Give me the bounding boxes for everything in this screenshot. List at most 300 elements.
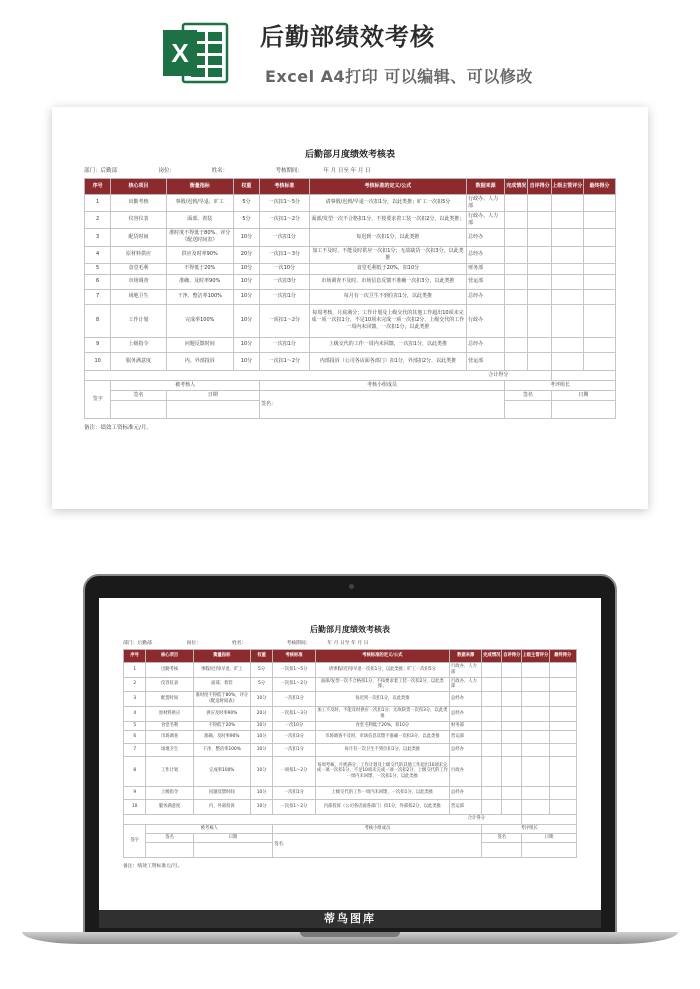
cell-definition[interactable]: 市场调查不及时、市场信息反馈不准确一次扣3分，以此类推 [315,730,449,743]
score-cell[interactable] [505,289,528,304]
cell-definition[interactable]: 上级交代的工作一周内未回馈，一次扣1分，以此类推 [309,337,467,352]
score-cell[interactable] [583,289,615,304]
table-row [85,289,616,304]
column-header: 自评得分 [502,650,522,663]
cell-weight[interactable]: 5分 [233,211,259,228]
table-row [85,195,616,212]
column-header: 考核标准 [260,179,310,195]
column-header: 核心项目 [111,179,166,195]
cell-item[interactable]: 出勤考核 [146,663,193,678]
score-cell[interactable] [482,786,502,799]
cell-standard[interactable]: 一次扣1分 [260,337,310,352]
cell-item[interactable]: 上级指令 [146,786,193,799]
score-cell[interactable] [502,756,522,786]
cell-standard[interactable]: 一次10分 [273,721,315,730]
cell-weight[interactable]: 10分 [233,274,259,289]
score-cell[interactable] [505,195,528,212]
score-cell[interactable] [522,799,549,814]
score-cell[interactable] [549,692,576,707]
cell-weight[interactable]: 10分 [233,263,259,274]
cell-item[interactable]: 出勤考核 [111,195,166,212]
cell-definition[interactable]: 食堂毛利低于20%，扣10分 [315,721,449,730]
column-header: 权重 [233,179,259,195]
cell-standard[interactable]: 一次扣1～5分 [260,195,310,212]
cell-item[interactable]: 食堂毛利 [111,263,166,274]
cell-source[interactable]: 行政办 [467,304,505,337]
leader-sign-label: 签名 [482,833,522,842]
cell-weight[interactable]: 10分 [250,799,272,814]
column-header: 权重 [250,650,272,663]
score-cell[interactable] [551,211,583,228]
score-cell[interactable] [549,786,576,799]
cell-source[interactable]: 财务部 [450,721,482,730]
score-cell[interactable] [502,799,522,814]
cell-weight[interactable]: 10分 [233,228,259,246]
score-cell[interactable] [522,663,549,678]
cell-no[interactable]: 5 [124,721,146,730]
table-row [124,756,577,786]
score-cell[interactable] [549,707,576,722]
cell-item[interactable]: 仪容仪表 [146,677,193,692]
score-cell[interactable] [482,756,502,786]
score-cell[interactable] [551,289,583,304]
cell-no[interactable]: 3 [85,228,111,246]
cell-item[interactable]: 场地卫生 [111,289,166,304]
cell-definition[interactable]: 每周考核，月底满分；工作计划及上级交代的其他工作超出10项未完成一项一次扣1分，不足10项未完成一项一次扣2分，上级交代的工作一周内未回馈，一次扣1分，以此类推 [315,756,449,786]
cell-item[interactable]: 配货时间 [146,692,193,707]
cell-metric[interactable]: 完成率100% [193,756,250,786]
cell-definition[interactable]: 请事假/迟到/早退一次扣1分，以此类推；旷工一次扣5分 [315,663,449,678]
cell-metric[interactable]: 完成率100% [166,304,233,337]
cell-standard[interactable]: 一次扣1分 [260,289,310,304]
cell-standard[interactable]: 一次扣1分 [273,692,315,707]
column-header: 序号 [124,650,146,663]
score-cell[interactable] [502,677,522,692]
leader-sign-field[interactable] [482,842,522,857]
form-title: 后勤部月度绩效考核表 [310,625,390,634]
score-cell[interactable] [528,263,551,274]
score-cell[interactable] [522,756,549,786]
cell-item[interactable]: 服务满意度 [111,352,166,370]
cell-item[interactable]: 工作计划 [111,304,166,337]
cell-no[interactable]: 8 [85,304,111,337]
score-cell[interactable] [583,228,615,246]
cell-weight[interactable]: 10分 [250,730,272,743]
laptop-form-content [123,624,577,869]
cell-source[interactable]: 总经办 [450,743,482,756]
group-label: 考核小组成员 [260,380,505,390]
column-header: 最终得分 [583,179,615,195]
score-cell[interactable] [482,799,502,814]
score-cell[interactable] [505,246,528,263]
table-row [85,274,616,289]
score-cell[interactable] [522,677,549,692]
table-row [124,730,577,743]
cell-item[interactable]: 食堂毛利 [146,721,193,730]
column-header: 最终得分 [549,650,576,663]
form-content [84,147,616,431]
cell-metric[interactable]: 准时度不得低于80%，评分《配送时间表》 [193,692,250,707]
group-sign-field[interactable]: 签名： [260,390,505,418]
column-header: 考核标准的定义/公式 [309,179,467,195]
cell-weight[interactable]: 10分 [233,289,259,304]
cell-source[interactable]: 营运部 [450,730,482,743]
cell-source[interactable]: 行政办 [450,756,482,786]
leader-sign-field[interactable] [505,400,552,418]
cell-metric[interactable]: 问题反馈时间 [166,337,233,352]
score-cell[interactable] [505,274,528,289]
cell-no[interactable]: 4 [124,707,146,722]
column-header: 完成情况 [505,179,528,195]
cell-no[interactable]: 6 [85,274,111,289]
score-cell[interactable] [583,304,615,337]
cell-definition[interactable]: 每周考核，月底满分；工作计划及上级交代的其他工作超出10项未完成一项一次扣1分，不足10项未完成一项一次扣2分，上级交代的工作一周内未回馈，一次扣1分，以此类推 [309,304,467,337]
cell-metric[interactable]: 干净、整洁率100% [166,289,233,304]
cell-definition[interactable]: 加工不及时，不能及时供应一次扣1分；无故缺货一次扣3分，以此类推 [315,707,449,722]
cell-metric[interactable]: 干净、整洁率100% [193,743,250,756]
leader-label: 考评组长 [505,380,616,390]
total-score-cell[interactable] [522,814,577,824]
cell-no[interactable]: 4 [85,246,111,263]
appraisal-table [123,649,577,858]
leader-date-field[interactable] [522,842,577,857]
cell-definition[interactable]: 每迟到一次扣1分，以此类推 [309,228,467,246]
cell-standard[interactable]: 一次扣3分 [273,730,315,743]
score-cell[interactable] [522,692,549,707]
sign-label: 签名 [146,833,193,842]
cell-item[interactable]: 市场调查 [111,274,166,289]
cell-source[interactable]: 营运部 [467,274,505,289]
cell-weight[interactable]: 5分 [233,195,259,212]
cell-weight[interactable]: 10分 [233,337,259,352]
cell-standard[interactable]: 一次扣1～3分 [260,246,310,263]
score-cell[interactable] [505,337,528,352]
score-cell[interactable] [528,352,551,370]
cell-weight[interactable]: 10分 [250,756,272,786]
cell-weight[interactable]: 20分 [250,707,272,722]
cell-definition[interactable]: 面部/发型一次不合格扣1分，不按要求着工装一次扣2分，以此类推； [315,677,449,692]
cell-metric[interactable]: 准确、及时率90% [166,274,233,289]
column-header: 数据来源 [467,179,505,195]
cell-standard[interactable]: 一次扣1～2分 [273,677,315,692]
form-meta [123,639,577,649]
cell-no[interactable]: 6 [124,730,146,743]
cell-metric[interactable]: 问题反馈时间 [193,786,250,799]
score-cell[interactable] [505,228,528,246]
cell-metric[interactable]: 准时度不得低于80%，评分《配送时间表》 [166,228,233,246]
score-cell[interactable] [528,228,551,246]
score-cell[interactable] [522,730,549,743]
score-cell[interactable] [583,352,615,370]
score-cell[interactable] [528,289,551,304]
excel-icon [163,18,229,88]
assessed-date-field[interactable] [166,400,259,418]
cell-definition[interactable]: 内部投诉（公司各店面各部门）扣1分，外部扣2分，以此类推 [309,352,467,370]
cell-item[interactable]: 市场调查 [146,730,193,743]
score-cell[interactable] [549,799,576,814]
cell-metric[interactable]: 面部、着装 [166,211,233,228]
cell-standard[interactable]: 一次扣3分 [260,274,310,289]
assessed-sign-field[interactable] [146,842,193,857]
score-cell[interactable] [482,721,502,730]
cell-source[interactable]: 行政办、人力部 [467,211,505,228]
total-label: 合计得分 [124,814,522,824]
cell-source[interactable]: 总经办 [467,289,505,304]
column-header: 上级主管评分 [551,179,583,195]
signature-label: 签字 [124,824,146,857]
score-cell[interactable] [502,692,522,707]
cell-standard[interactable]: 一项扣1～2分 [260,304,310,337]
cell-source[interactable]: 财务部 [467,263,505,274]
watermark: 蒂鸟图库 [324,912,376,925]
form-meta [84,166,616,178]
cell-weight[interactable]: 5分 [250,677,272,692]
cell-standard[interactable]: 一次10分 [260,263,310,274]
meta-period-fmt: 年 月 日至 年 月 日 [327,641,369,646]
score-cell[interactable] [549,743,576,756]
cell-standard[interactable]: 一次扣1～5分 [273,663,315,678]
score-cell[interactable] [583,195,615,212]
signature-header-row [124,824,577,833]
cell-no[interactable]: 1 [124,663,146,678]
score-cell[interactable] [551,263,583,274]
score-cell[interactable] [482,730,502,743]
camera-icon [349,584,354,589]
score-cell[interactable] [505,211,528,228]
meta-name: 姓名： [211,168,229,174]
cell-source[interactable]: 营运部 [467,352,505,370]
column-header: 自评得分 [528,179,551,195]
cell-metric[interactable]: 不得低于20% [166,263,233,274]
group-sign-field[interactable]: 签名： [273,833,482,857]
cell-weight[interactable]: 10分 [233,352,259,370]
page-subtitle: Excel A4打印 可以编辑、可以修改 [265,67,533,86]
score-cell[interactable] [502,730,522,743]
cell-weight[interactable]: 10分 [233,304,259,337]
cell-metric[interactable]: 事假/迟到/早退、旷工 [193,663,250,678]
column-header: 数据来源 [450,650,482,663]
cell-weight[interactable]: 20分 [233,246,259,263]
meta-name: 姓名： [231,641,247,646]
score-cell[interactable] [522,707,549,722]
score-cell[interactable] [505,304,528,337]
score-cell[interactable] [522,786,549,799]
score-cell[interactable] [482,707,502,722]
meta-period-fmt: 年 月 日至 年 月 日 [323,168,371,174]
cell-definition[interactable]: 面部/发型一次不合格扣1分，不按要求着工装一次扣2分，以此类推； [309,211,467,228]
score-cell[interactable] [551,246,583,263]
table-row [85,228,616,246]
score-cell[interactable] [549,677,576,692]
score-cell[interactable] [482,677,502,692]
cell-item[interactable]: 原材料供应 [111,246,166,263]
cell-standard[interactable]: 一次扣1～2分 [273,799,315,814]
score-cell[interactable] [522,743,549,756]
score-cell[interactable] [551,337,583,352]
meta-dept: 部门：后勤部 [123,641,152,646]
cell-definition[interactable]: 内部投诉（公司各店面各部门）扣1分，外部扣2分，以此类推 [315,799,449,814]
cell-metric[interactable]: 面部、着装 [193,677,250,692]
cell-weight[interactable]: 10分 [250,721,272,730]
cell-source[interactable]: 营运部 [450,799,482,814]
cell-definition[interactable]: 每月有一次卫生不到位扣1分，以此类推 [309,289,467,304]
cell-source[interactable]: 总经办 [450,786,482,799]
leader-date-label: 日期 [551,390,615,400]
score-cell[interactable] [551,195,583,212]
score-cell[interactable] [502,707,522,722]
cell-no[interactable]: 3 [124,692,146,707]
cell-no[interactable]: 7 [124,743,146,756]
table-row [124,663,577,678]
form-note: 备注：绩效工资标准元/月。 [84,424,152,431]
table-row [85,304,616,337]
cell-standard[interactable]: 一次扣1～2分 [260,352,310,370]
cell-no[interactable]: 1 [85,195,111,212]
score-cell[interactable] [549,721,576,730]
cell-source[interactable]: 总经办 [467,337,505,352]
score-cell[interactable] [583,263,615,274]
table-row [85,352,616,370]
cell-source[interactable]: 行政办、人力部 [450,663,482,678]
cell-no[interactable]: 10 [124,799,146,814]
score-cell[interactable] [502,721,522,730]
laptop-frame [83,574,617,936]
cell-definition[interactable]: 请事假/迟到/早退一次扣1分，以此类推；旷工一次扣5分 [309,195,467,212]
score-cell[interactable] [528,246,551,263]
score-cell[interactable] [528,195,551,212]
cell-standard[interactable]: 一次扣1～3分 [273,707,315,722]
score-cell[interactable] [502,663,522,678]
cell-item[interactable]: 仪容仪表 [111,211,166,228]
score-cell[interactable] [583,211,615,228]
cell-no[interactable]: 10 [85,352,111,370]
cell-definition[interactable]: 食堂毛利低于20%，扣10分 [309,263,467,274]
score-cell[interactable] [482,743,502,756]
cell-metric[interactable]: 不得低于20% [193,721,250,730]
cell-metric[interactable]: 供应及时率90% [193,707,250,722]
cell-no[interactable]: 8 [124,756,146,786]
cell-standard[interactable]: 一项扣1～2分 [273,756,315,786]
cell-metric[interactable]: 准确、及时率90% [193,730,250,743]
cell-no[interactable]: 9 [124,786,146,799]
score-cell[interactable] [551,352,583,370]
assessed-date-field[interactable] [193,842,273,857]
cell-definition[interactable]: 市场调查不及时、市场信息反馈不准确一次扣3分，以此类推 [309,274,467,289]
table-row [85,211,616,228]
score-cell[interactable] [549,756,576,786]
cell-weight[interactable]: 10分 [250,743,272,756]
meta-period: 考核期间： [275,168,304,174]
score-cell[interactable] [482,663,502,678]
table-row [85,263,616,274]
cell-item[interactable]: 工作计划 [146,756,193,786]
cell-no[interactable]: 7 [85,289,111,304]
cell-source[interactable]: 行政办、人力部 [467,195,505,212]
score-cell[interactable] [549,730,576,743]
assessed-label: 被考核人 [111,380,260,390]
score-cell[interactable] [583,337,615,352]
column-header: 核心项目 [146,650,193,663]
cell-no[interactable]: 9 [85,337,111,352]
score-cell[interactable] [549,663,576,678]
cell-source[interactable]: 总经办 [450,707,482,722]
score-cell[interactable] [551,304,583,337]
score-cell[interactable] [528,337,551,352]
score-cell[interactable] [528,304,551,337]
cell-no[interactable]: 2 [85,211,111,228]
score-cell[interactable] [505,263,528,274]
group-label: 考核小组成员 [273,824,482,833]
cell-no[interactable]: 2 [124,677,146,692]
score-cell[interactable] [551,228,583,246]
assessed-sign-field[interactable] [111,400,166,418]
date-label: 日期 [193,833,273,842]
cell-weight[interactable]: 10分 [250,786,272,799]
cell-item[interactable]: 服务满意度 [146,799,193,814]
total-label: 合计得分 [85,370,552,380]
score-cell[interactable] [528,274,551,289]
cell-item[interactable]: 原材料供应 [146,707,193,722]
cell-source[interactable]: 行政办、人力部 [450,677,482,692]
cell-definition[interactable]: 每月有一次卫生不到位扣1分，以此类推 [315,743,449,756]
cell-source[interactable]: 总经办 [467,228,505,246]
cell-source[interactable]: 总经办 [450,692,482,707]
cell-definition[interactable]: 每迟到一次扣1分，以此类推 [315,692,449,707]
table-row [124,692,577,707]
svg-text:X: X [171,38,189,68]
score-cell[interactable] [583,246,615,263]
column-header: 考核标准 [273,650,315,663]
score-cell[interactable] [482,692,502,707]
meta-period: 考核期间： [286,641,311,646]
page-title: 后勤部绩效考核 [260,23,435,51]
cell-weight[interactable]: 5分 [250,663,272,678]
cell-standard[interactable]: 一次扣1分 [273,786,315,799]
signature-header-row [85,380,616,390]
cell-definition[interactable]: 上级交代的工作一周内未回馈，一次扣1分，以此类推 [315,786,449,799]
cell-metric[interactable]: 事假/迟到/早退、旷工 [166,195,233,212]
cell-standard[interactable]: 一次扣1～2分 [260,211,310,228]
score-cell[interactable] [522,721,549,730]
cell-standard[interactable]: 一次扣1分 [273,743,315,756]
score-cell[interactable] [551,274,583,289]
cell-no[interactable]: 5 [85,263,111,274]
cell-metric[interactable]: 内、外部投诉 [193,799,250,814]
meta-dept: 部门：后勤部 [84,168,118,174]
table-header-row [85,179,616,195]
cell-standard[interactable]: 一次扣1分 [260,228,310,246]
column-header: 完成情况 [482,650,502,663]
cell-definition[interactable]: 加工不及时，不能及时供应一次扣1分；无故缺货一次扣3分，以此类推 [309,246,467,263]
column-header: 衡量指标 [193,650,250,663]
score-cell[interactable] [505,352,528,370]
score-cell[interactable] [528,211,551,228]
cell-item[interactable]: 场地卫生 [146,743,193,756]
score-cell[interactable] [502,743,522,756]
score-cell[interactable] [583,274,615,289]
cell-item[interactable]: 上级指令 [111,337,166,352]
score-cell[interactable] [502,786,522,799]
total-score-cell[interactable] [551,370,615,380]
cell-metric[interactable]: 内、外部投诉 [166,352,233,370]
cell-source[interactable]: 总经办 [467,246,505,263]
cell-item[interactable]: 配货时间 [111,228,166,246]
leader-date-field[interactable] [551,400,615,418]
cell-weight[interactable]: 10分 [250,692,272,707]
table-row [124,786,577,799]
column-header: 考核标准的定义/公式 [315,650,449,663]
cell-metric[interactable]: 供应及时率90% [166,246,233,263]
